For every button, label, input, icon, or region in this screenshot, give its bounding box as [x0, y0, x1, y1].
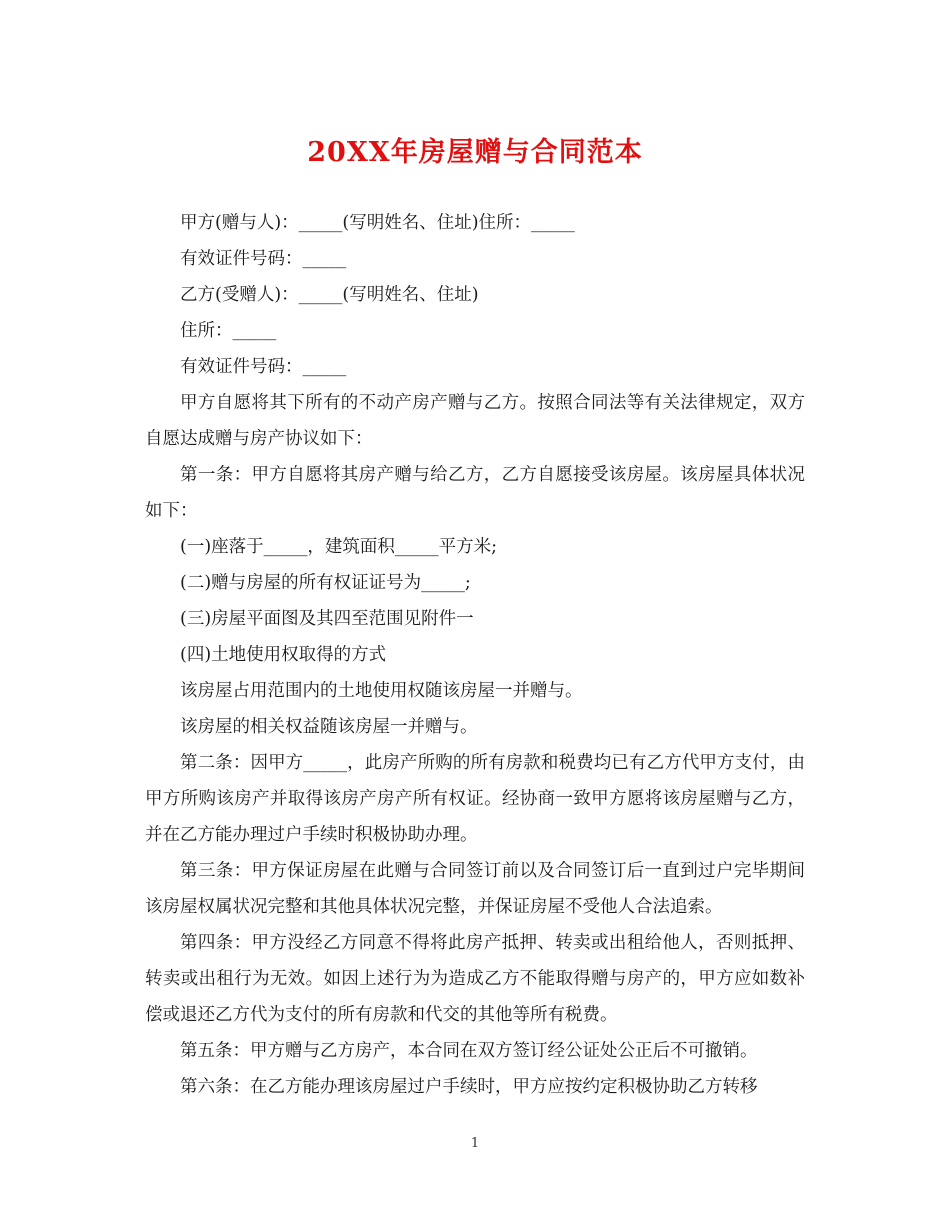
paragraph: 第二条：因甲方_____，此房产所购的所有房款和税费均已有乙方代甲方支付，由甲方所购该房产并取得该房产房产所有权证。经协商一致甲方愿将该房屋赠与乙方，并在乙方能办理过户手续时积极协助办理。 [145, 753, 805, 845]
paragraph: 乙方(受赠人)：_____(写明姓名、住址) [180, 285, 479, 305]
paragraph: 第四条：甲方没经乙方同意不得将此房产抵押、转卖或出租给他人，否则抵押、转卖或出租行为无效。如因上述行为为造成乙方不能取得赠与房产的，甲方应如数补偿或退还乙方代为支付的所有房款和代交的其他等所有税费。 [145, 933, 805, 1025]
document-body [145, 205, 805, 1105]
paragraph: 第六条：在乙方能办理该房屋过户手续时，甲方应按约定积极协助乙方转移 [180, 1077, 758, 1097]
paragraph: (四)土地使用权取得的方式 [180, 645, 387, 665]
paragraph: 有效证件号码：_____ [180, 357, 347, 377]
paragraph: 甲方自愿将其下所有的不动产房产赠与乙方。按照合同法等有关法律规定，双方自愿达成赠与房产协议如下： [145, 393, 805, 449]
paragraph: (三)房屋平面图及其四至范围见附件一 [180, 609, 474, 629]
paragraph: 住所：_____ [180, 321, 277, 341]
document-title: 20XX年房屋赠与合同范本 [307, 137, 643, 168]
paragraph: 甲方(赠与人)：_____(写明姓名、住址)住所：_____ [180, 213, 575, 233]
paragraph: 该房屋的相关权益随该房屋一并赠与。 [180, 717, 478, 737]
paragraph: 该房屋占用范围内的土地使用权随该房屋一并赠与。 [180, 681, 583, 701]
paragraph: 第五条：甲方赠与乙方房产，本合同在双方签订经公证处公正后不可撤销。 [180, 1041, 758, 1061]
paragraph: 第三条：甲方保证房屋在此赠与合同签订前以及合同签订后一直到过户完毕期间该房屋权属状况完整和其他具体状况完整，并保证房屋不受他人合法追索。 [145, 861, 805, 917]
paragraph: (二)赠与房屋的所有权证证号为_____; [180, 573, 471, 593]
paragraph: 有效证件号码：_____ [180, 249, 347, 269]
paragraph: 第一条：甲方自愿将其房产赠与给乙方，乙方自愿接受该房屋。该房屋具体状况如下： [145, 465, 805, 521]
page-number: 1 [470, 1136, 480, 1151]
paragraph: (一)座落于_____，建筑面积_____平方米; [180, 537, 498, 557]
